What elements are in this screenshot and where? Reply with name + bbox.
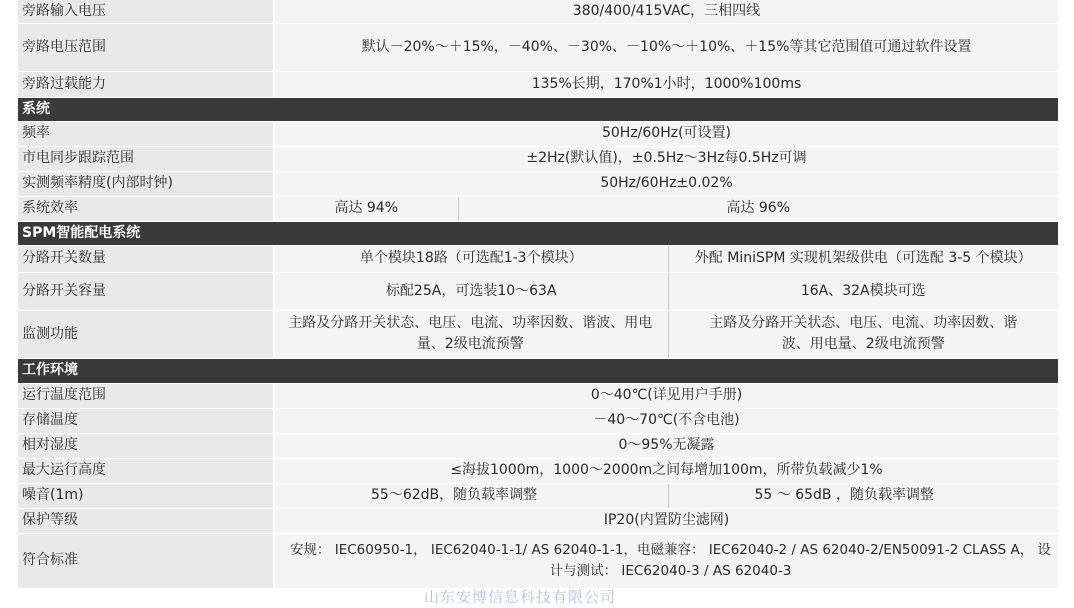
row-value-b: 主路及分路开关状态、电压、电流、功率因数、谐波、用电量、2级电流预警 — [668, 310, 1058, 358]
section-header-environment — [18, 358, 1058, 383]
row-value: 0～95%无凝露 — [274, 433, 1058, 458]
row-frequency — [18, 121, 1058, 146]
row-label: 相对湿度 — [18, 433, 274, 458]
row-value-b: 外配 MiniSPM 实现机架级供电（可选配 3-5 个模块） — [668, 245, 1058, 272]
row-value: 50Hz/60Hz±0.02% — [274, 171, 1058, 196]
row-label: 符合标准 — [18, 533, 274, 588]
row-branch-capacity — [18, 272, 1058, 310]
row-value: 380/400/415VAC，三相四线 — [274, 0, 1058, 23]
row-label: 保护等级 — [18, 508, 274, 533]
row-label: 旁路输入电压 — [18, 0, 274, 23]
row-standards — [18, 533, 1058, 588]
section-header-spm — [18, 221, 1058, 245]
row-label: 频率 — [18, 121, 274, 146]
row-value: IP20(内置防尘滤网) — [274, 508, 1058, 533]
row-bypass-voltage — [18, 0, 1058, 23]
row-storage-temp — [18, 408, 1058, 433]
row-value-a: 单个模块18路（可选配1-3个模块） — [274, 245, 668, 272]
row-altitude — [18, 458, 1058, 483]
row-value: 135%长期，170%1小时，1000%100ms — [274, 71, 1058, 97]
spec-sheet — [18, 0, 1058, 589]
row-noise — [18, 483, 1058, 508]
row-sync-range — [18, 146, 1058, 171]
row-humidity — [18, 433, 1058, 458]
row-value-a: 标配25A，可选装10～63A — [274, 272, 668, 310]
section-title: 系统 — [18, 97, 1058, 121]
row-value-b: 高达 96% — [458, 196, 1058, 221]
row-branch-count — [18, 245, 1058, 272]
section-title: SPM智能配电系统 — [18, 221, 1058, 245]
row-value-b: 16A、32A模块可选 — [668, 272, 1058, 310]
row-label: 最大运行高度 — [18, 458, 274, 483]
row-value: 安规： IEC60950-1， IEC62040-1-1/ AS 62040-1-1，电磁兼容： IEC62040-2 / AS 62040-2/EN50091-2 CLASS A， 设计与测试： IEC62040-3 / AS 62040-3 — [274, 533, 1058, 588]
section-header-system — [18, 97, 1058, 121]
row-label: 运行温度范围 — [18, 383, 274, 408]
row-label: 旁路过载能力 — [18, 71, 274, 97]
row-monitoring — [18, 310, 1058, 358]
row-bypass-range — [18, 23, 1058, 71]
row-value: ≤海拔1000m，1000～2000m之间每增加100m，所带负载减少1% — [274, 458, 1058, 483]
row-bypass-overload — [18, 71, 1058, 97]
row-label: 旁路电压范围 — [18, 23, 274, 71]
row-label: 分路开关容量 — [18, 272, 274, 310]
row-value-b: 55 ～ 65dB ，随负载率调整 — [668, 483, 1058, 508]
row-label: 监测功能 — [18, 310, 274, 358]
row-value: －40～70℃(不含电池) — [274, 408, 1058, 433]
row-value: 50Hz/60Hz(可设置) — [274, 121, 1058, 146]
row-label: 实测频率精度(内部时钟) — [18, 171, 274, 196]
section-title: 工作环境 — [18, 358, 1058, 383]
watermark-text: 山东安博信息科技有限公司 — [424, 588, 617, 606]
row-value-a: 主路及分路开关状态、电压、电流、功率因数、谐波、用电量、2级电流预警 — [274, 310, 668, 358]
row-value-a: 55～62dB，随负载率调整 — [274, 483, 668, 508]
row-efficiency — [18, 196, 1058, 221]
row-op-temp — [18, 383, 1058, 408]
row-label: 市电同步跟踪范围 — [18, 146, 274, 171]
row-value: ±2Hz(默认值)，±0.5Hz～3Hz每0.5Hz可调 — [274, 146, 1058, 171]
row-label: 系统效率 — [18, 196, 274, 221]
row-value: 默认－20%～＋15%，－40%、－30%、－10%～＋10%、＋15%等其它范围值可通过软件设置 — [274, 23, 1058, 71]
row-freq-accuracy — [18, 171, 1058, 196]
row-label: 噪音(1m) — [18, 483, 274, 508]
spec-table — [18, 0, 1058, 589]
row-label: 存储温度 — [18, 408, 274, 433]
row-value-a: 高达 94% — [274, 196, 458, 221]
row-label: 分路开关数量 — [18, 245, 274, 272]
row-protection — [18, 508, 1058, 533]
row-value: 0～40℃(详见用户手册) — [274, 383, 1058, 408]
